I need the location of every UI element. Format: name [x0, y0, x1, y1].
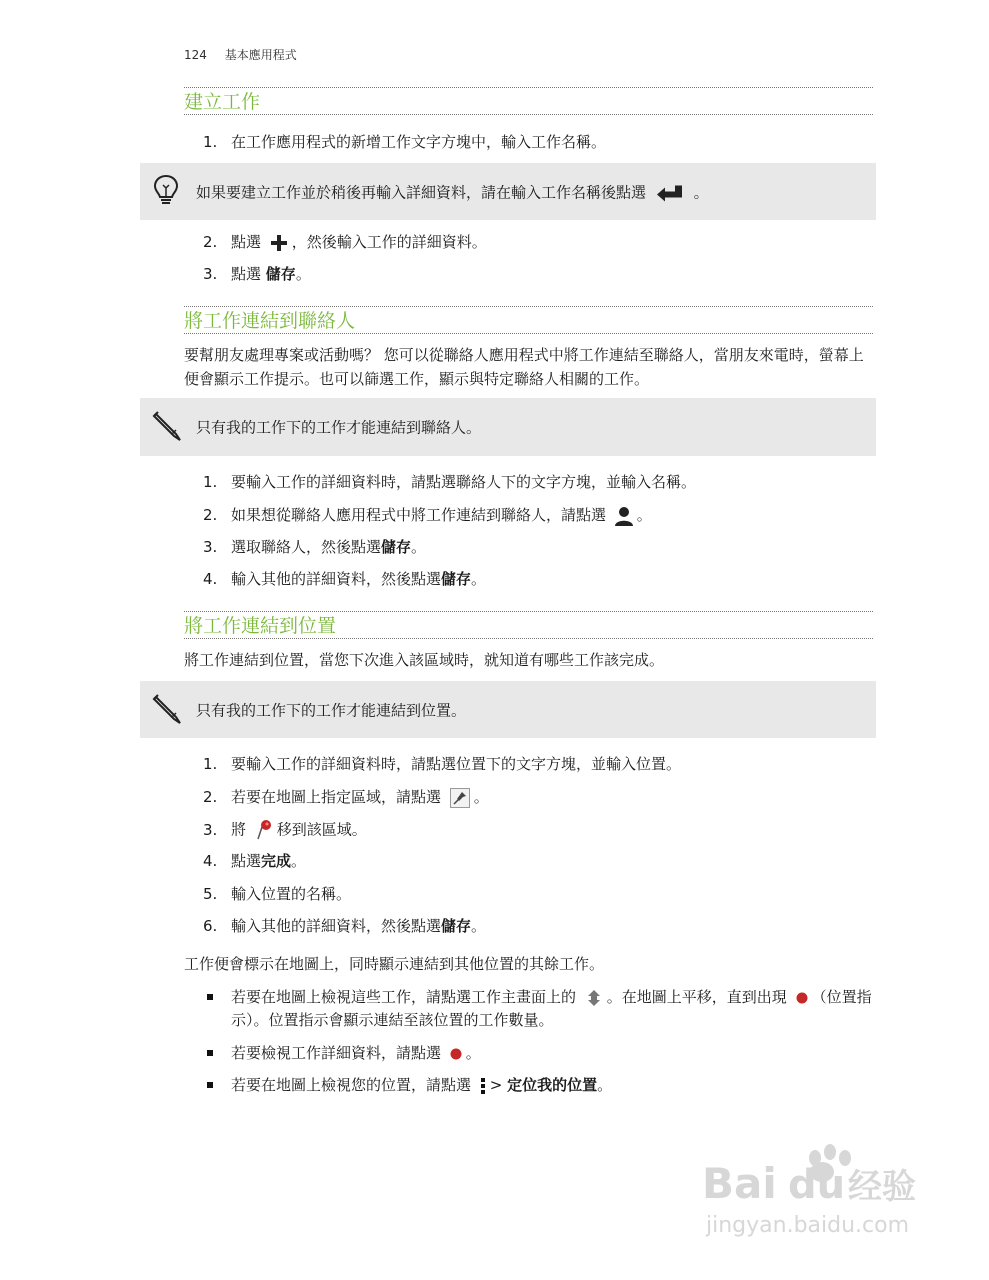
- section-title-create-task: 建立工作: [184, 87, 873, 115]
- red-pushpin-icon: [255, 819, 273, 841]
- note-text-location: 只有我的工作下的工作才能連結到位置。: [196, 701, 467, 719]
- bullet-view-my-location: 若要在地圖上檢視您的位置，請點選 > 定位我的位置。: [207, 1074, 875, 1097]
- contact-intro: 要幫朋友處理專案或活動嗎？ 您可以從聯絡人應用程式中將工作連結至聯絡人，當朋友來電時，螢幕上便會顯示工作提示。也可以篩選工作，顯示與特定聯絡人相關的工作。: [184, 346, 864, 388]
- section-title-link-location: 將工作連結到位置: [184, 611, 873, 639]
- bullet-dot: [207, 1082, 213, 1088]
- bullet-dot: [207, 1050, 213, 1056]
- location-step-3: 3. 將 移到該區域。: [203, 819, 367, 841]
- baidu-logo-icon: [700, 1140, 940, 1240]
- watermark-url: jingyan.baidu.com: [706, 1213, 910, 1238]
- create-step-2: 2. 點選 ，然後輸入工作的詳細資料。: [203, 233, 487, 251]
- tip-text: 如果要建立工作並於稍後再輸入詳細資料，請在輸入工作名稱後點選: [196, 183, 647, 201]
- contact-step-4: 4. 輸入其他的詳細資料，然後點選儲存。: [203, 570, 487, 588]
- bullet-view-task-details: 若要檢視工作詳細資料，請點選 。: [207, 1042, 875, 1065]
- locate-me-label: 定位我的位置: [507, 1076, 598, 1094]
- person-icon: [615, 506, 633, 526]
- location-step-1: 1. 要輸入工作的詳細資料時，請點選位置下的文字方塊，並輸入位置。: [203, 755, 682, 773]
- plus-icon: [270, 234, 288, 252]
- chapter-title: 基本應用程式: [224, 48, 297, 62]
- location-step-5: 5. 輸入位置的名稱。: [203, 885, 352, 903]
- contact-step-2: 2. 如果想從聯絡人應用程式中將工作連結到聯絡人，請點選 。: [203, 506, 652, 524]
- pencil-icon: [150, 691, 182, 727]
- page-header: [184, 46, 297, 63]
- watermark-cn: 经验: [848, 1167, 916, 1207]
- done-label: 完成: [261, 852, 292, 870]
- pin-button-icon: [450, 788, 470, 808]
- enter-key-icon: [655, 184, 685, 202]
- location-intro: 將工作連結到位置，當您下次進入該區域時，就知道有哪些工作該完成。: [184, 651, 665, 669]
- section-title-link-contact: 將工作連結到聯絡人: [184, 306, 873, 334]
- bullet-dot: [207, 994, 213, 1000]
- watermark-brand: Bai: [702, 1159, 777, 1208]
- create-step-3: 3. 點選 儲存。: [203, 265, 311, 283]
- location-step-2: 2. 若要在地圖上指定區域，請點選 。: [203, 788, 489, 806]
- location-summary: 工作便會標示在地圖上，同時顯示連結到其他位置的其餘工作。: [184, 955, 605, 973]
- lightbulb-icon: [150, 173, 182, 209]
- location-step-6: 6. 輸入其他的詳細資料，然後點選儲存。: [203, 917, 487, 935]
- location-step-4: 4. 點選完成。: [203, 852, 307, 870]
- save-label: 儲存: [265, 265, 296, 283]
- contact-step-1: 1. 要輸入工作的詳細資料時，請點選聯絡人下的文字方塊，並輸入名稱。: [203, 473, 697, 491]
- watermark-brand-du: du: [788, 1162, 846, 1208]
- bullet-view-tasks-on-map: 若要在地圖上檢視這些工作，請點選工作主畫面上的 。在地圖上平移，直到出現 （位置指示）。位置指示會顯示連結至該位置的工作數量。: [207, 986, 875, 1032]
- location-marker-icon: [450, 1048, 462, 1060]
- page-number: 124: [184, 48, 207, 62]
- tip-box: 如果要建立工作並於稍後再輸入詳細資料，請在輸入工作名稱後點選 。: [140, 163, 876, 220]
- note-box-location: [140, 681, 876, 738]
- note-box-contact: [140, 398, 876, 456]
- location-marker-icon: [796, 992, 808, 1004]
- map-navigation-icon: [585, 989, 603, 1007]
- pencil-icon: [150, 408, 182, 444]
- baidu-watermark: [700, 1140, 940, 1240]
- note-text-contact: 只有我的工作下的工作才能連結到聯絡人。: [196, 418, 482, 437]
- create-step-1: 1. 在工作應用程式的新增工作文字方塊中，輸入工作名稱。: [203, 133, 607, 151]
- contact-step-3: 3. 選取聯絡人，然後點選儲存。: [203, 538, 427, 556]
- overflow-menu-icon: [480, 1077, 486, 1095]
